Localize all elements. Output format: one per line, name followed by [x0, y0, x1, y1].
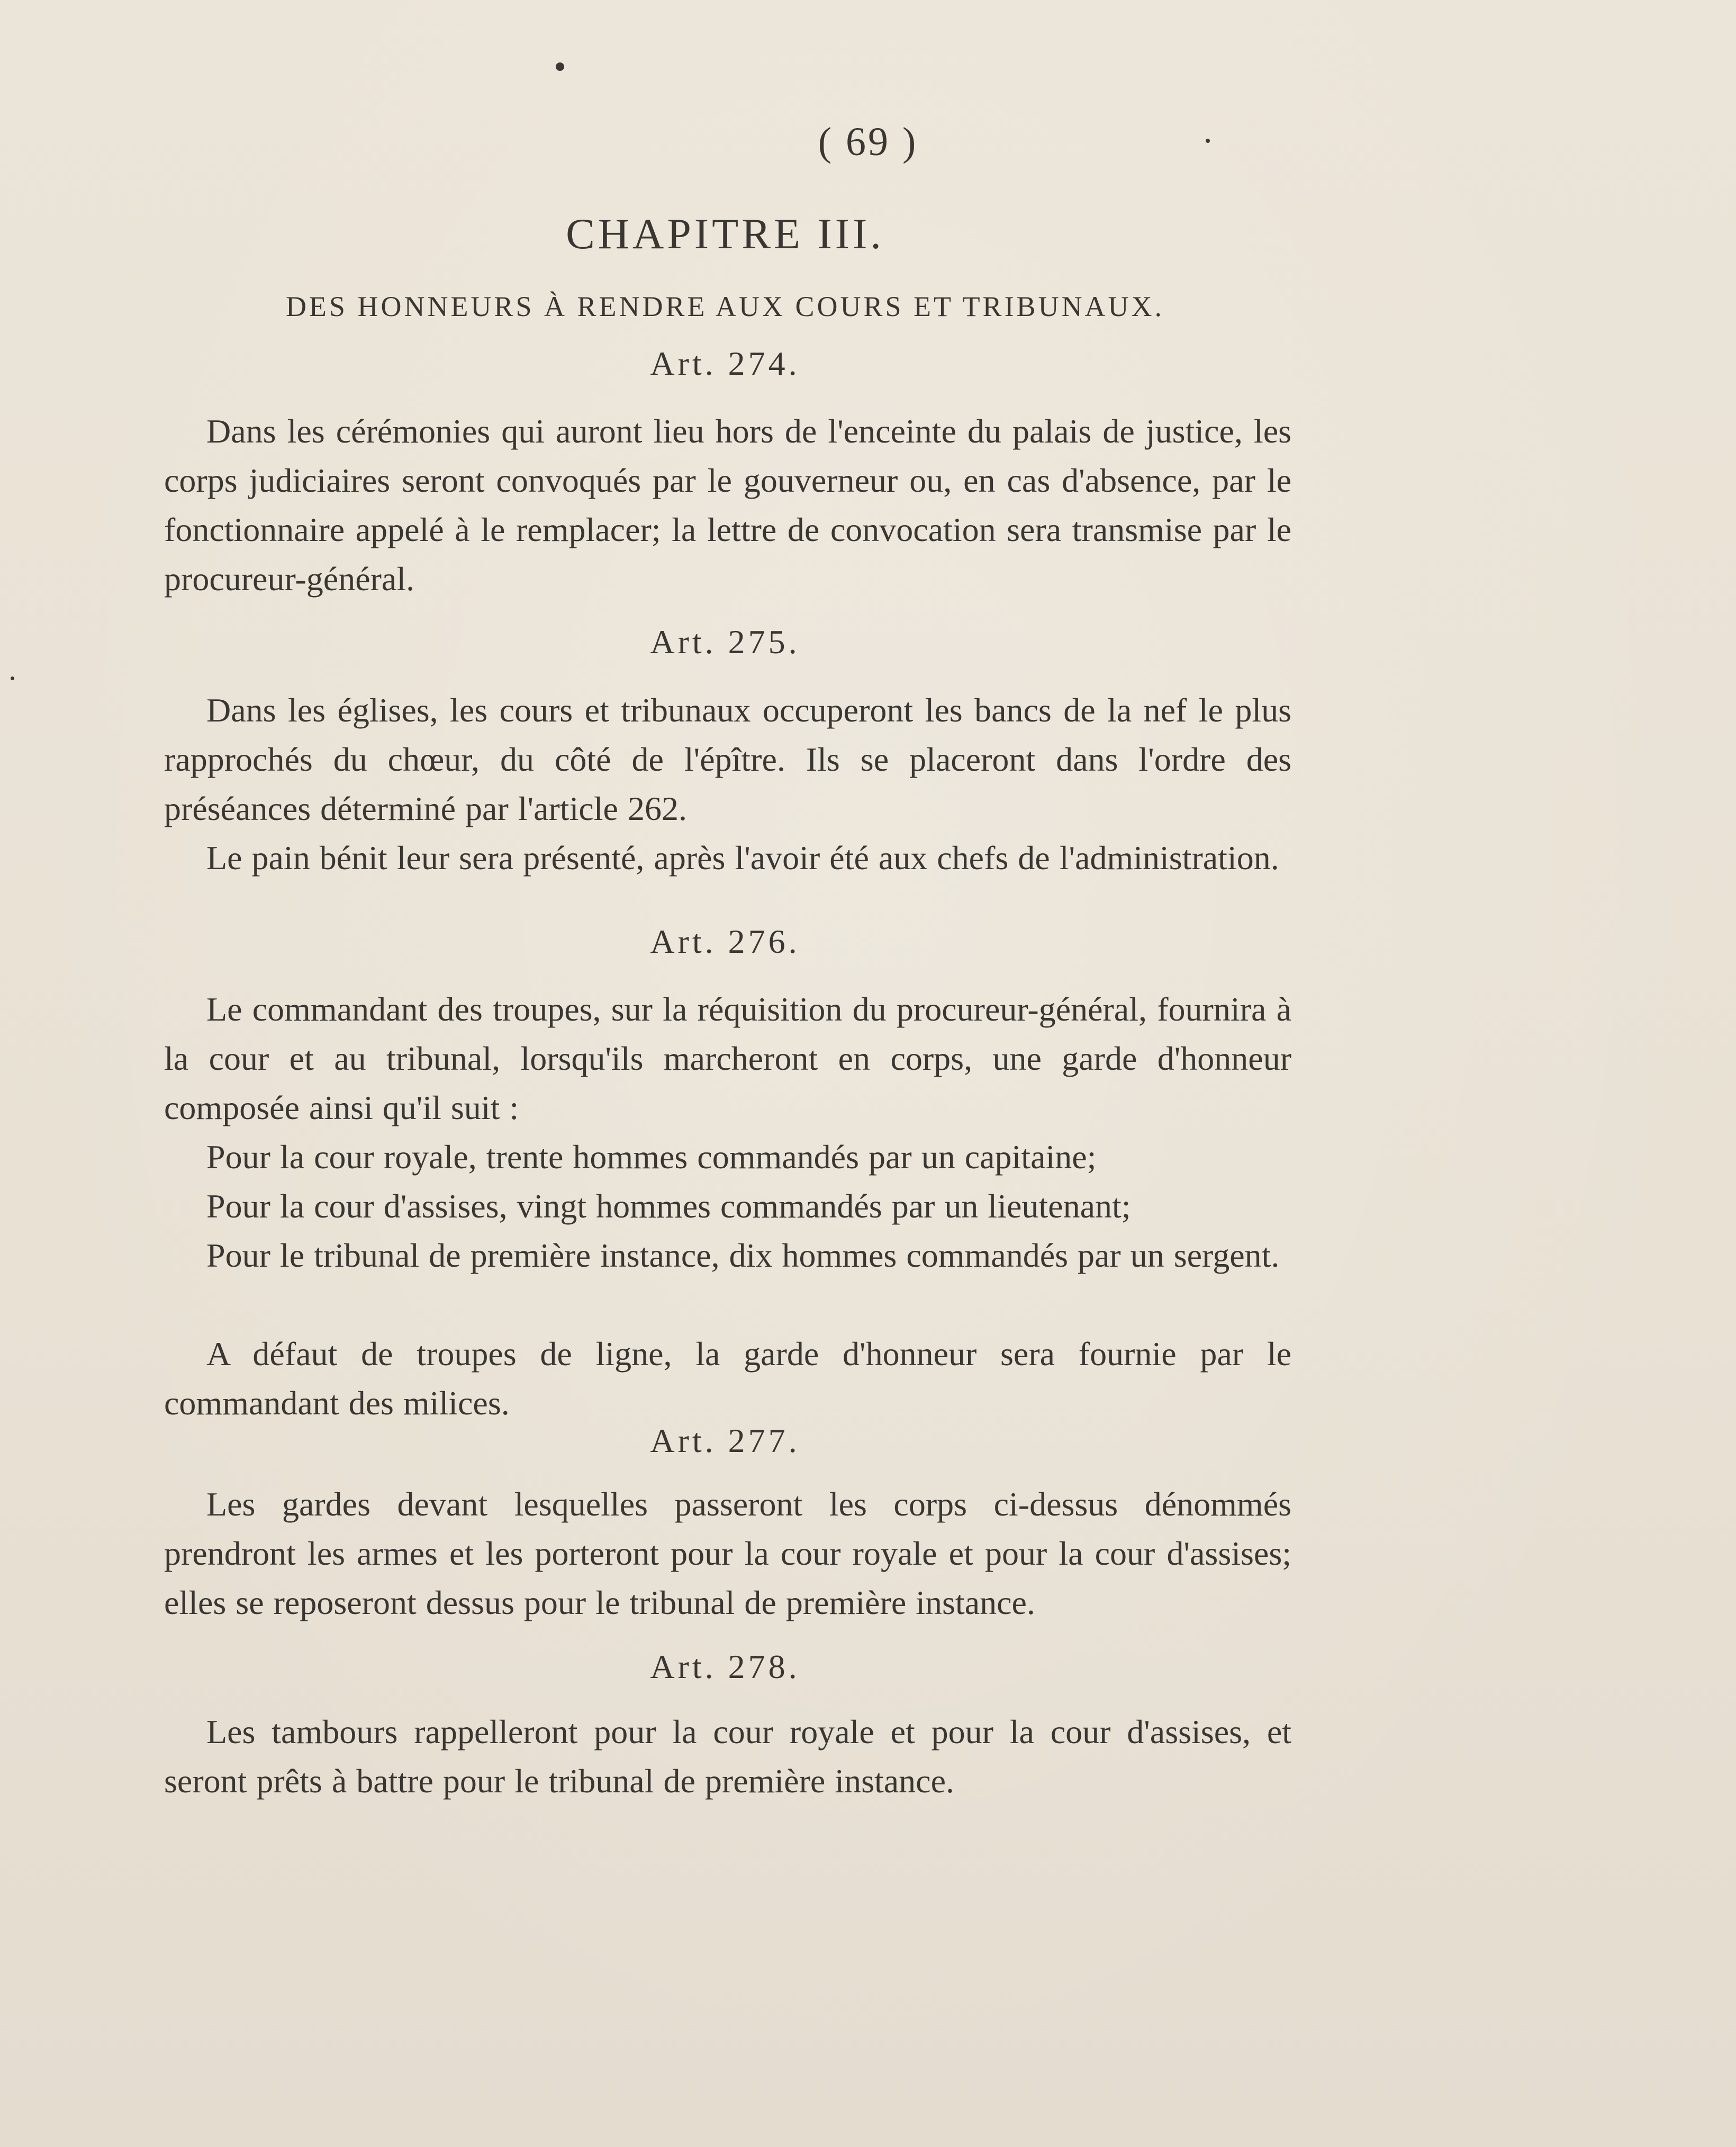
article-paragraph: Pour le tribunal de première instance, dix hommes commandés par un sergent.: [206, 1237, 1280, 1274]
chapter-subtitle: DES HONNEURS À RENDRE AUX COURS ET TRIBUNAUX.: [285, 291, 1165, 322]
article-paragraph: A défaut de troupes de ligne, la garde d'honneur sera fournie par le commandant des milices.: [164, 1335, 1291, 1422]
article-paragraph: Dans les cérémonies qui auront lieu hors de l'enceinte du palais de justice, les corps judiciaires seront convoqués par le gouverneur ou, en cas d'absence, par le fonctionnaire appelé à le remplacer; la lettre de convocation sera transmise par le procureur-général.: [164, 412, 1291, 598]
article-paragraph: Les gardes devant lesquelles passeront les corps ci-dessus dénommés prendront les armes et les porteront pour la cour royale et pour la cour d'assises; elles se reposeront dessus pour le tribunal de première instance.: [164, 1485, 1291, 1621]
ink-speck: [556, 62, 564, 71]
ink-speck: [11, 676, 14, 680]
article-paragraph: Le commandant des troupes, sur la réquisition du procureur-général, fournira à la cour et au tribunal, lorsqu'ils marcheront en corps, une garde d'honneur composée ainsi qu'il suit :: [164, 990, 1291, 1126]
article-paragraph: Pour la cour d'assises, vingt hommes commandés par un lieutenant;: [206, 1187, 1131, 1225]
article-paragraph: Les tambours rappelleront pour la cour royale et pour la cour d'assises, et seront prêts à battre pour le tribunal de première instance.: [164, 1713, 1291, 1800]
article-heading: Art. 275.: [650, 623, 800, 661]
page-number: ( 69 ): [818, 120, 918, 164]
article-heading: Art. 274.: [650, 345, 800, 382]
chapter-title: CHAPITRE III.: [566, 210, 884, 258]
article-heading: Art. 276.: [650, 923, 800, 960]
article-heading: Art. 277.: [650, 1422, 800, 1459]
article-paragraph: Dans les églises, les cours et tribunaux occuperont les bancs de la nef le plus rapprochés du chœur, du côté de l'épître. Ils se placeront dans l'ordre des préséances déterminé par l'article 262.: [164, 691, 1291, 827]
article-heading: Art. 278.: [650, 1648, 800, 1685]
article-paragraph: Le pain bénit leur sera présenté, après l'avoir été aux chefs de l'administration.: [206, 839, 1279, 877]
article-paragraph: Pour la cour royale, trente hommes commandés par un capitaine;: [206, 1138, 1097, 1176]
